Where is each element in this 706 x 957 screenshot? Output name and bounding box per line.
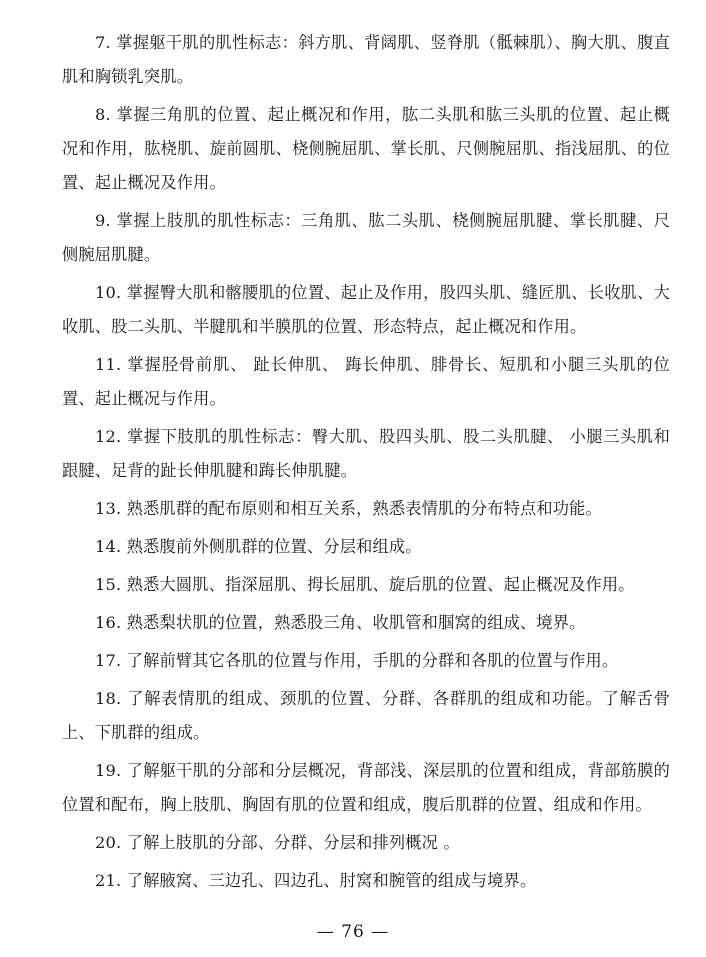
page-number: — 76 — bbox=[316, 922, 390, 942]
paragraph-item-9: 9. 掌握上肢肌的肌性标志：三角肌、肱二头肌、桡侧腕屈肌腱、掌长肌腱、尺侧腕屈肌腱。 bbox=[62, 211, 670, 264]
paragraph-item-21: 21. 了解腋窝、三边孔、四边孔、肘窝和腕管的组成与境界。 bbox=[95, 871, 537, 890]
paragraph-item-13: 13. 熟悉肌群的配布原则和相互关系，熟悉表情肌的分布特点和功能。 bbox=[95, 499, 602, 518]
paragraph-item-11: 11. 掌握胫骨前肌、 趾长伸肌、 踇长伸肌、腓骨长、短肌和小腿三头肌的位置、起止概况与作用。 bbox=[62, 355, 670, 408]
paragraph-item-18: 18. 了解表情肌的组成、颈肌的位置、分群、各群肌的组成和功能。了解舌骨上、下肌群的组成。 bbox=[62, 689, 670, 742]
paragraph-item-20: 20. 了解上肢肌的分部、分群、分层和排列概况 。 bbox=[95, 833, 460, 852]
document-body bbox=[62, 26, 670, 902]
paragraph-item-7: 7. 掌握躯干肌的肌性标志：斜方肌、背阔肌、竖脊肌（骶棘肌）、胸大肌、腹直肌和胸锁乳突肌。 bbox=[62, 33, 670, 86]
paragraph-item-14: 14. 熟悉腹前外侧肌群的位置、分层和组成。 bbox=[95, 537, 422, 556]
paragraph-item-10: 10. 掌握臀大肌和髂腰肌的位置、起止及作用，股四头肌、缝匠肌、长收肌、大收肌、股二头肌、半腱肌和半膜肌的位置、形态特点，起止概况和作用。 bbox=[62, 283, 670, 336]
paragraph-item-12: 12. 掌握下肢肌的肌性标志：臀大肌、股四头肌、股二头肌腱、 小腿三头肌和跟腱、足背的趾长伸肌腱和踇长伸肌腱。 bbox=[62, 427, 670, 480]
paragraph-item-19: 19. 了解躯干肌的分部和分层概况，背部浅、深层肌的位置和组成，背部筋膜的位置和配布，胸上肢肌、胸固有肌的位置和组成，腹后肌群的位置、组成和作用。 bbox=[62, 761, 670, 814]
paragraph-item-8: 8. 掌握三角肌的位置、起止概况和作用，肱二头肌和肱三头肌的位置、起止概况和作用，肱桡肌、旋前圆肌、桡侧腕屈肌、掌长肌、尺侧腕屈肌、指浅屈肌、的位置、起止概况及作用。 bbox=[62, 105, 670, 192]
paragraph-item-16: 16. 熟悉梨状肌的位置，熟悉股三角、收肌管和腘窝的组成、境界。 bbox=[95, 613, 586, 632]
paragraph-item-17: 17. 了解前臂其它各肌的位置与作用，手肌的分群和各肌的位置与作用。 bbox=[95, 651, 619, 670]
paragraph-item-15: 15. 熟悉大圆肌、指深屈肌、拇长屈肌、旋后肌的位置、起止概况及作用。 bbox=[95, 575, 635, 594]
